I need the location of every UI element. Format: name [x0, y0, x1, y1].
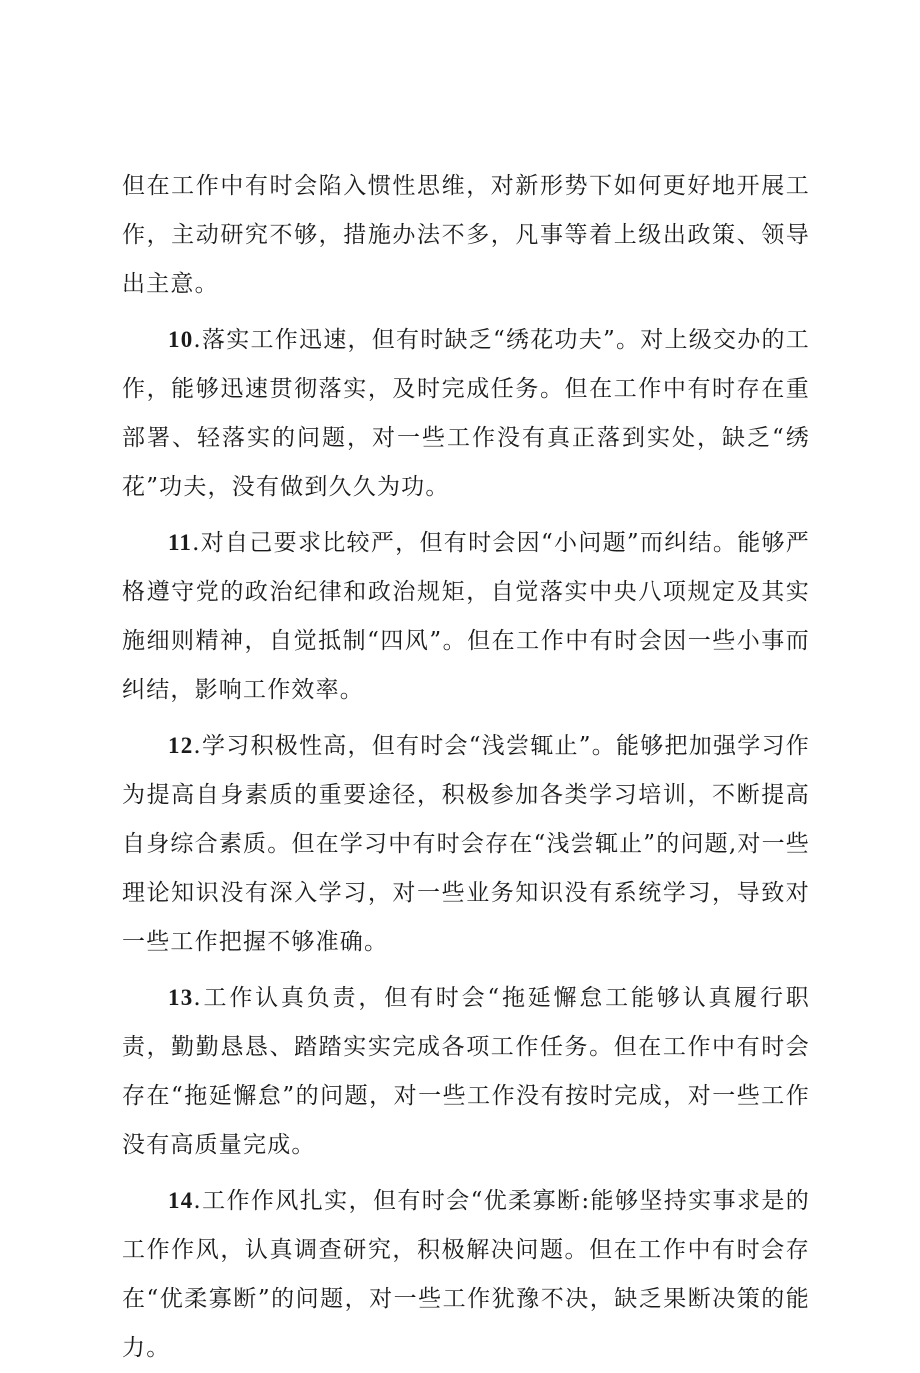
paragraph-item-10 — [122, 315, 810, 512]
paragraph-text: .工作认真负责，但有时会“拖延懈怠工能够认真履行职责，勤勤恳恳、踏踏实实完成各项工作任务。但在工作中有时会存在“拖延懈怠”的问题，对一些工作没有按时完成，对一些工作没有高质量完成。 — [122, 985, 810, 1158]
paragraph-text: .工作作风扎实，但有时会“优柔寡断:能够坚持实事求是的工作作风，认真调查研究，积极解决问题。但在工作中有时会存在“优柔寡断”的问题，对一些工作犹豫不决，缺乏果断决策的能力。 — [122, 1188, 810, 1361]
paragraph-item-13 — [122, 973, 810, 1170]
paragraph-text: .学习积极性高，但有时会“浅尝辄止”。能够把加强学习作为提高自身素质的重要途径，积极参加各类学习培训，不断提高自身综合素质。但在学习中有时会存在“浅尝辄止”的问题,对一些理论知识没有深入学习，对一些业务知识没有系统学习，导致对一些工作把握不够准确。 — [122, 733, 810, 955]
paragraph-text: .落实工作迅速，但有时缺乏“绣花功夫”。对上级交办的工作，能够迅速贯彻落实，及时完成任务。但在工作中有时存在重部署、轻落实的问题，对一些工作没有真正落到实处，缺乏“绣花”功夫，没有做到久久为功。 — [122, 327, 810, 500]
paragraph-item-11 — [122, 518, 810, 715]
paragraph-continuation — [122, 162, 810, 309]
paragraph-text: 但在工作中有时会陷入惯性思维，对新形势下如何更好地开展工作，主动研究不够，措施办法不多，凡事等着上级出政策、领导出主意。 — [122, 173, 810, 297]
paragraph-text: .对自己要求比较严，但有时会因“小问题”而纠结。能够严格遵守党的政治纪律和政治规矩，自觉落实中央八项规定及其实施细则精神，自觉抵制“四风”。但在工作中有时会因一些小事而纠结，影响工作效率。 — [122, 530, 810, 703]
item-number: 13 — [168, 985, 194, 1010]
item-number: 11 — [168, 530, 193, 555]
item-number: 14 — [168, 1188, 194, 1213]
item-number: 12 — [168, 733, 194, 758]
paragraph-item-12 — [122, 721, 810, 967]
paragraph-item-14 — [122, 1176, 810, 1373]
document-body — [122, 162, 810, 1373]
item-number: 10 — [168, 327, 194, 352]
